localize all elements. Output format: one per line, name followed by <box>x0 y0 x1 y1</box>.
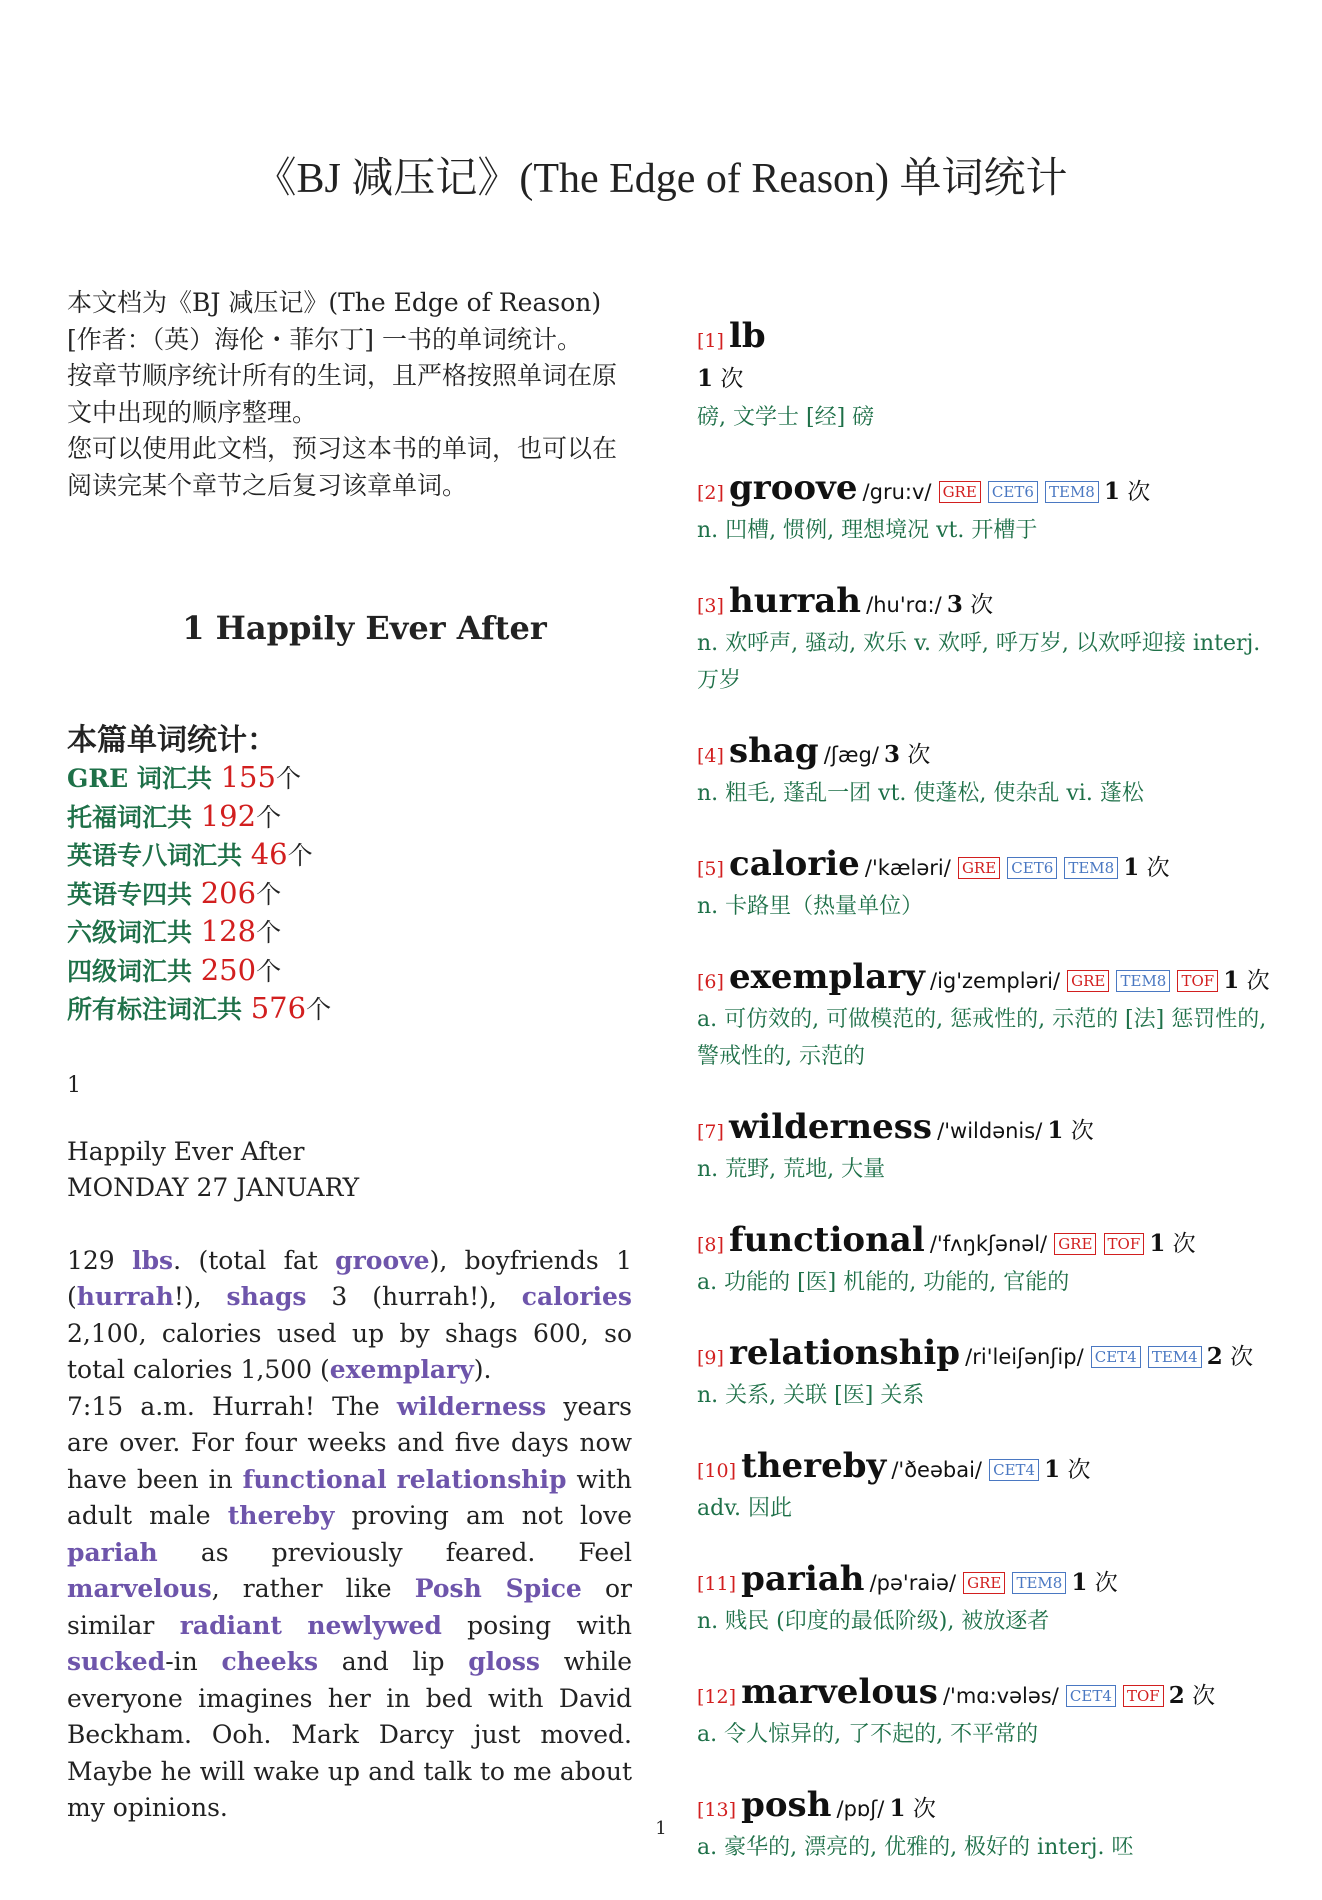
entry-header <box>697 1448 1277 1490</box>
word-entry <box>697 959 1277 1075</box>
keyword: wilderness <box>396 1391 547 1421</box>
stat-row <box>67 798 632 837</box>
definition: n. 荒野, 荒地, 大量 <box>697 1157 886 1182</box>
pronunciation: /'kæləri/ <box>864 856 951 880</box>
level-tag: TOF <box>1177 970 1218 992</box>
level-tag: TEM8 <box>1064 857 1118 879</box>
keyword: relationship <box>396 1464 567 1494</box>
level-tag: GRE <box>958 857 1000 879</box>
keyword: marvelous <box>67 1574 212 1603</box>
headword: functional <box>729 1220 925 1260</box>
entry-index: [4] <box>697 745 724 767</box>
definition: n. 关系, 关联 [医] 关系 <box>697 1383 925 1408</box>
word-entry <box>697 318 1277 436</box>
headword: relationship <box>729 1333 961 1373</box>
stat-count: 206 <box>200 875 257 910</box>
definition: n. 凹槽, 惯例, 理想境况 vt. 开槽于 <box>697 518 1038 543</box>
word-entry <box>697 1561 1277 1640</box>
stat-unit: 个 <box>256 918 282 947</box>
headword: groove <box>729 468 858 508</box>
occurrence-count: 1 次 <box>1103 478 1151 505</box>
stat-row <box>67 836 632 875</box>
entry-header <box>697 1561 1277 1603</box>
entry-header <box>697 1335 1277 1377</box>
entry-index: [11] <box>697 1573 737 1595</box>
passage-text: -in <box>165 1647 222 1676</box>
pronunciation: /ri'leiʃənʃip/ <box>965 1345 1084 1369</box>
page-number: 1 <box>655 1818 667 1839</box>
occurrence-count: 1 次 <box>1223 967 1270 994</box>
word-entry <box>697 1335 1277 1414</box>
occurrence-line <box>697 360 1277 399</box>
definition: n. 贱民 (印度的最低阶级), 被放逐者 <box>697 1609 1050 1634</box>
entry-header <box>697 1674 1277 1716</box>
entry-header <box>697 583 1277 625</box>
stat-row <box>67 913 632 952</box>
keyword: groove <box>335 1245 430 1275</box>
passage-text: ). <box>473 1355 492 1384</box>
passage-text: posing with <box>441 1610 633 1640</box>
pronunciation: /pɒʃ/ <box>836 1797 885 1821</box>
pronunciation: /pə'raiə/ <box>869 1571 957 1595</box>
entry-header <box>697 733 1277 775</box>
passage-text: , rather like <box>211 1574 415 1603</box>
passage-text <box>387 1465 397 1494</box>
level-tag: TEM4 <box>1148 1346 1202 1368</box>
passage-text: and lip <box>318 1647 469 1676</box>
occurrence-count: 1 次 <box>1047 1117 1094 1144</box>
pronunciation: /'mɑ:vələs/ <box>942 1684 1059 1708</box>
entry-index: [7] <box>697 1121 724 1143</box>
entry-index: [12] <box>697 1686 737 1708</box>
definition: adv. 因此 <box>697 1496 793 1521</box>
headword: calorie <box>729 844 860 884</box>
stat-count: 250 <box>200 952 257 987</box>
occurrence-count: 1 次 <box>1044 1456 1091 1483</box>
entry-header <box>697 470 1277 512</box>
keyword: exemplary <box>329 1355 474 1384</box>
pronunciation: /'wildənis/ <box>937 1119 1043 1143</box>
entry-index: [6] <box>697 971 724 993</box>
entry-header <box>697 1109 1277 1151</box>
stat-label: 英语专四共 <box>67 879 201 909</box>
passage-text: 2,100, calories used up by shags 600, so total calories 1,500 ( <box>67 1318 632 1384</box>
stat-count: 46 <box>250 837 288 871</box>
stat-label: GRE 词汇共 <box>67 764 221 793</box>
pronunciation: /'ðeəbai/ <box>891 1458 982 1482</box>
definition: a. 豪华的, 漂亮的, 优雅的, 极好的 interj. 呸 <box>697 1835 1134 1860</box>
stat-unit: 个 <box>256 956 282 986</box>
chapter-heading: 1 Happily Ever After <box>182 609 547 647</box>
chapter-title: Happily Ever After <box>67 1136 305 1166</box>
level-tag: TEM8 <box>1116 970 1170 992</box>
headword: posh <box>741 1785 832 1825</box>
occurrence-count: 2 次 <box>1206 1343 1254 1370</box>
stat-unit: 个 <box>256 802 282 832</box>
level-tag: TOF <box>1104 1233 1145 1255</box>
passage-text: 7:15 a.m. Hurrah! The <box>67 1391 397 1421</box>
entry-index: [1] <box>697 330 724 352</box>
passage-text: with adult male <box>67 1464 632 1530</box>
level-tag: TEM8 <box>1045 481 1099 503</box>
occurrence-count: 1 次 <box>889 1795 936 1822</box>
passage-text: proving am not love <box>334 1501 632 1530</box>
occurrence-count: 2 次 <box>1168 1682 1216 1709</box>
definition: 磅, 文学士 [经] 磅 <box>697 405 875 430</box>
stat-row <box>67 952 632 991</box>
headword: exemplary <box>729 957 925 997</box>
headword: pariah <box>741 1559 865 1599</box>
entry-index: [13] <box>697 1799 737 1821</box>
pronunciation: /gru:v/ <box>862 480 932 504</box>
passage-text: . (total fat <box>173 1245 336 1275</box>
stat-row <box>67 875 632 914</box>
passage-text: as previously feared. Feel <box>157 1537 632 1567</box>
word-entry <box>697 846 1277 925</box>
keyword: newlywed <box>307 1610 442 1640</box>
stat-count: 576 <box>250 991 307 1025</box>
occurrence-count: 1 次 <box>697 365 744 392</box>
entry-header <box>697 318 1277 360</box>
level-tag: GRE <box>1054 1233 1096 1255</box>
passage-text: 3 (hurrah!), <box>306 1282 522 1311</box>
stat-label: 托福词汇共 <box>67 802 201 832</box>
stat-unit: 个 <box>275 764 301 793</box>
keyword: gloss <box>468 1647 540 1676</box>
entry-index: [9] <box>697 1347 724 1369</box>
definition: n. 粗毛, 蓬乱一团 vt. 使蓬松, 使杂乱 vi. 蓬松 <box>697 781 1144 806</box>
passage-text: years are over. For four weeks and five days now have been in <box>67 1391 632 1494</box>
occurrence-count: 1 次 <box>1071 1569 1118 1596</box>
entry-index: [5] <box>697 858 724 880</box>
entry-header <box>697 1222 1277 1264</box>
stat-unit: 个 <box>256 879 282 909</box>
stat-count: 128 <box>200 914 257 948</box>
entry-index: [10] <box>697 1460 737 1482</box>
stat-unit: 个 <box>287 841 313 870</box>
word-entry <box>697 1448 1277 1527</box>
headword: lb <box>729 316 766 356</box>
entry-index: [3] <box>697 595 724 617</box>
intro-paragraph: 本文档为《BJ 减压记》(The Edge of Reason)[作者：（英）海伦・菲尔丁] 一书的单词统计。 <box>67 288 602 354</box>
keyword: shags <box>226 1282 307 1311</box>
definition: n. 欢呼声, 骚动, 欢乐 v. 欢呼, 呼万岁, 以欢呼迎接 interj. 万岁 <box>697 631 1261 693</box>
definition: a. 功能的 [医] 机能的, 功能的, 官能的 <box>697 1270 1070 1295</box>
passage-text: or similar <box>67 1574 632 1640</box>
level-tag: CET6 <box>988 481 1038 503</box>
passage-text: 129 <box>67 1245 133 1275</box>
stat-row <box>67 759 632 798</box>
entry-index: [8] <box>697 1234 724 1256</box>
word-entry <box>697 1109 1277 1188</box>
occurrence-count: 3 次 <box>884 741 931 768</box>
pronunciation: /'fʌŋkʃənəl/ <box>929 1232 1048 1256</box>
keyword: functional <box>242 1464 387 1494</box>
stat-count: 155 <box>220 760 276 794</box>
occurrence-count: 1 次 <box>1149 1230 1196 1257</box>
headword: thereby <box>741 1446 887 1486</box>
stat-label: 英语专八词汇共 <box>67 841 251 870</box>
definition: a. 令人惊异的, 了不起的, 不平常的 <box>697 1722 1039 1747</box>
stat-unit: 个 <box>306 995 332 1024</box>
level-tag: TEM8 <box>1012 1572 1066 1594</box>
word-entry <box>697 733 1277 812</box>
word-entry <box>697 1674 1277 1753</box>
level-tag: CET4 <box>989 1459 1039 1481</box>
occurrence-count: 3 次 <box>946 591 994 618</box>
passage-text: while everyone imagines her in bed with David Beckham. Ooh. Mark Darcy just moved. Maybe he will wake up and talk to me about my opinions. <box>67 1647 632 1822</box>
word-entry <box>697 1222 1277 1301</box>
level-tag: GRE <box>1067 970 1109 992</box>
stat-row <box>67 990 632 1029</box>
pronunciation: /ʃæg/ <box>823 743 879 767</box>
entry-header <box>697 959 1277 1001</box>
passage <box>67 1243 632 1827</box>
keyword: lbs <box>132 1245 174 1275</box>
keyword: thereby <box>227 1501 335 1530</box>
level-tag: GRE <box>963 1572 1005 1594</box>
passage-text: ), boyfriends 1 ( <box>67 1245 632 1311</box>
word-entry <box>697 470 1277 549</box>
keyword: calories <box>521 1282 632 1311</box>
word-list <box>697 318 1277 1900</box>
stat-label: 四级词汇共 <box>67 956 201 986</box>
keyword: radiant <box>179 1610 282 1640</box>
intro-paragraph: 您可以使用此文档，预习这本书的单词，也可以在阅读完某个章节之后复习该章单词。 <box>67 434 618 500</box>
level-tag: CET4 <box>1091 1346 1141 1368</box>
entry-header <box>697 846 1277 888</box>
pronunciation: /ig'zempləri/ <box>930 969 1061 993</box>
entry-index: [2] <box>697 482 724 504</box>
definition: a. 可仿效的, 可做模范的, 惩戒性的, 示范的 [法] 惩罚性的, 警戒性的, 示范的 <box>697 1007 1267 1069</box>
stat-label: 六级词汇共 <box>67 918 201 947</box>
pronunciation: /hu'rɑ:/ <box>866 593 942 617</box>
headword: shag <box>729 731 819 771</box>
keyword: hurrah <box>76 1282 174 1311</box>
stat-count: 192 <box>200 798 257 833</box>
left-column <box>67 285 632 1827</box>
level-tag: CET4 <box>1066 1685 1116 1707</box>
passage-text <box>282 1611 307 1640</box>
chapter-date: MONDAY 27 JANUARY <box>67 1173 360 1202</box>
document-title: 《BJ 减压记》(The Edge of Reason) 单词统计 <box>254 156 1068 202</box>
keyword: Posh Spice <box>414 1574 582 1603</box>
passage-text: !), <box>173 1282 227 1311</box>
definition: n. 卡路里（热量单位） <box>697 894 924 919</box>
headword: hurrah <box>729 581 862 621</box>
stats-list <box>67 759 632 1029</box>
keyword: sucked <box>67 1647 166 1676</box>
word-entry <box>697 583 1277 699</box>
headword: wilderness <box>729 1107 933 1147</box>
headword: marvelous <box>741 1672 938 1712</box>
chapter-number: 1 <box>67 1072 81 1098</box>
keyword: pariah <box>67 1537 158 1567</box>
level-tag: TOF <box>1123 1685 1164 1707</box>
keyword: cheeks <box>221 1647 319 1676</box>
occurrence-count: 1 次 <box>1123 854 1170 881</box>
stat-label: 所有标注词汇共 <box>67 995 251 1024</box>
level-tag: CET6 <box>1007 857 1057 879</box>
intro-paragraph: 按章节顺序统计所有的生词，且严格按照单词在原文中出现的顺序整理。 <box>67 361 618 427</box>
intro <box>67 285 632 504</box>
level-tag: GRE <box>939 481 981 503</box>
stats-title: 本篇单词统计： <box>67 723 277 758</box>
